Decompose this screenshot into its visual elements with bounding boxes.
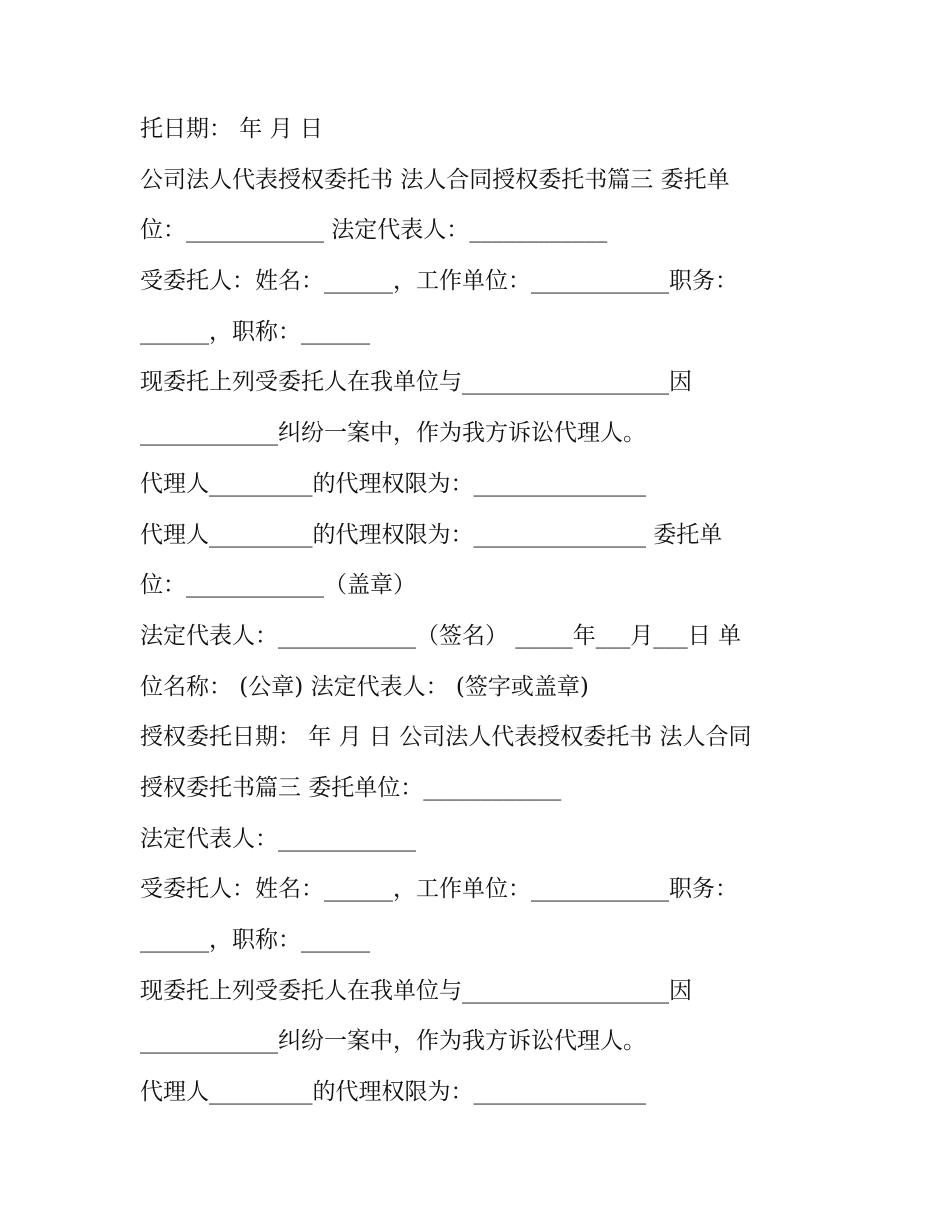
text-line: 位：____________ 法定代表人：____________ — [140, 217, 608, 244]
text-line: ____________纠纷一案中，作为我方诉讼代理人。 — [140, 1028, 646, 1055]
text-line: ______，职称：______ — [140, 318, 370, 345]
text-line: 现委托上列受委托人在我单位与__________________因 — [140, 369, 692, 396]
text-line: 受委托人：姓名：______，工作单位：____________职务： — [140, 876, 738, 903]
text-line: 法定代表人：____________（签名） _____年___月___日 单 — [140, 622, 742, 649]
text-line: 现委托上列受委托人在我单位与__________________因 — [140, 977, 692, 1004]
text-line: 授权委托日期： 年 月 日 公司法人代表授权委托书 法人合同 — [140, 724, 752, 751]
text-line: 代理人_________的代理权限为：_______________ — [140, 1079, 646, 1106]
text-line: 代理人_________的代理权限为：_______________ — [140, 470, 646, 497]
text-line: 公司法人代表授权委托书 法人合同授权委托书篇三 委托单 — [140, 166, 730, 193]
text-line: 托日期： 年 月 日 — [140, 116, 323, 142]
text-line: 授权委托书篇三 委托单位：____________ — [140, 774, 562, 801]
text-line: 代理人_________的代理权限为：_______________ 委托单 — [140, 521, 723, 548]
text-line: 位名称： (公章) 法定代表人： (签字或盖章) — [140, 673, 589, 700]
text-line: ______，职称：______ — [140, 927, 370, 953]
text-line: ____________纠纷一案中，作为我方诉讼代理人。 — [140, 420, 646, 447]
document-body — [140, 104, 820, 1118]
text-line: 法定代表人：____________ — [140, 825, 416, 852]
text-line: 位：____________（盖章） — [140, 572, 416, 599]
text-line: 受委托人：姓名：______，工作单位：____________职务： — [140, 268, 738, 295]
